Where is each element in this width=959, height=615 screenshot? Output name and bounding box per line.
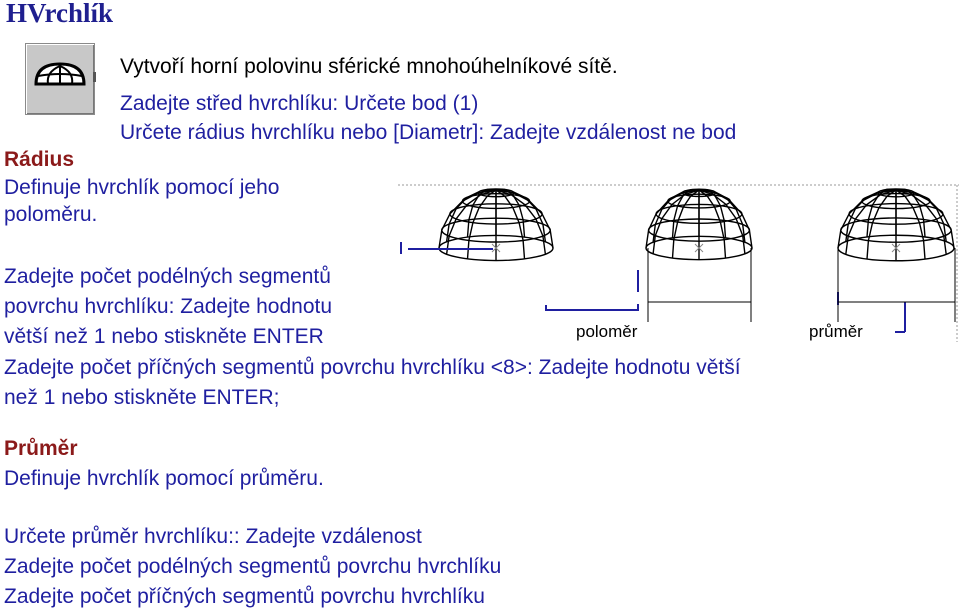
segments-prompt-1: Zadejte počet podélných segmentů (4, 265, 331, 288)
icon-edge (93, 72, 96, 82)
dome-figure (398, 182, 959, 347)
diameter-desc: Definuje hvrchlík pomocí průměru. (4, 467, 324, 490)
radius-heading: Rádius (4, 148, 75, 171)
dome-toolbar-button[interactable] (25, 43, 95, 115)
prompt-center: Zadejte střed hvrchlíku: Určete bod (1) (120, 92, 479, 115)
cross-segments-prompt-1: Zadejte počet příčných segmentů povrchu hvrchlíku <8>: Zadejte hodnotu větší (4, 356, 741, 379)
segments-prompt-2: povrchu hvrchlíku: Zadejte hodnotu (4, 295, 333, 318)
diameter-prompt-2: Zadejte počet podélných segmentů povrchu hvrchlíku (4, 555, 502, 578)
page-title: HVrchlík (6, 0, 114, 28)
diameter-heading: Průměr (4, 437, 78, 460)
segments-prompt-3: větší než 1 nebo stiskněte ENTER (4, 325, 324, 348)
radius-label: poloměr (576, 322, 638, 341)
radius-desc-1: Definuje hvrchlík pomocí jeho (4, 176, 280, 199)
diameter-label: průměr (809, 322, 863, 341)
intro-text: Vytvoří horní polovinu sférické mnohoúhelníkové sítě. (120, 55, 618, 78)
prompt-radius: Určete rádius hvrchlíku nebo [Diametr]: Zadejte vzdálenost ne bod (120, 121, 737, 144)
diameter-prompt-1: Určete průměr hvrchlíku:: Zadejte vzdálenost (4, 525, 422, 548)
diameter-prompt-3: Zadejte počet příčných segmentů povrchu hvrchlíku (4, 585, 485, 608)
hemisphere-mesh (646, 189, 752, 260)
dome-icon (26, 44, 94, 114)
hemisphere-mesh (838, 189, 954, 261)
radius-desc-2: poloměru. (4, 203, 98, 226)
cross-segments-prompt-2: než 1 nebo stiskněte ENTER; (4, 386, 280, 409)
